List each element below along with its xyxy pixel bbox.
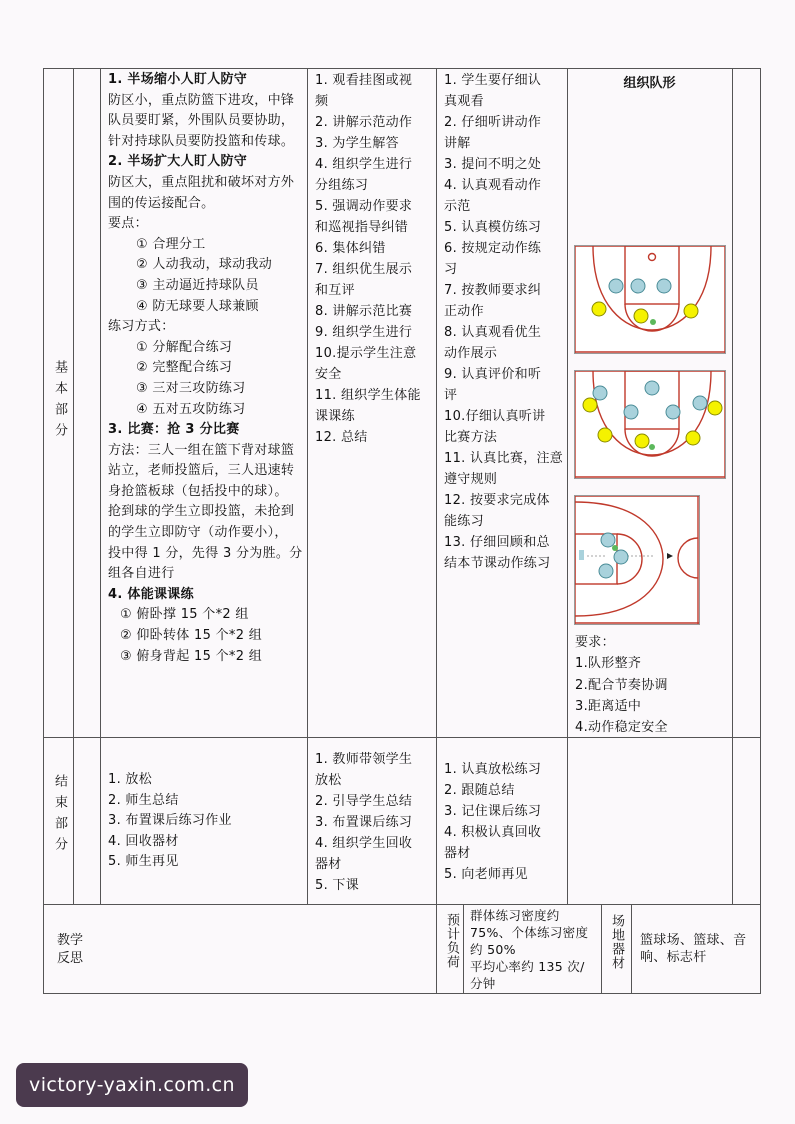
text-line: 4. 组织学生回收 <box>315 836 413 851</box>
text-line: ② 仰卧转体 15 个*2 组 <box>120 628 262 644</box>
text-line: 75%、个体练习密度 <box>470 925 589 940</box>
player-marker <box>598 428 612 442</box>
text-line: 示范 <box>444 199 471 214</box>
basic-student-activity <box>444 70 566 574</box>
text-line: 10.仔细认真听讲 <box>444 409 546 424</box>
text-line: 篮球场、篮球、音 <box>640 933 747 948</box>
load-text <box>470 907 600 992</box>
player-marker <box>634 309 648 323</box>
text-line: 9. 认真评价和听 <box>444 367 542 382</box>
formation-requirements <box>575 632 731 738</box>
text-line: 站立，老师投篮后，三人迅速转 <box>108 463 295 479</box>
text-line: 2.配合节奏协调 <box>575 677 668 693</box>
text-line: 分钟 <box>470 976 496 991</box>
text-line: 约 50% <box>470 942 516 957</box>
text-line: 6. 按规定动作练 <box>444 241 542 256</box>
end-student-activity <box>444 759 566 885</box>
text-line: 防区小，重点防篮下进攻，中锋 <box>108 92 295 108</box>
text-line: 身抢篮板球（包括投中的球）。 <box>108 483 288 499</box>
text-line: 平均心率约 135 次/ <box>470 959 585 974</box>
text-line: 3. 布置课后练习 <box>315 815 413 830</box>
player-marker <box>609 279 623 293</box>
text-line: 3. 布置课后练习作业 <box>108 813 232 829</box>
text-line: 3. 比赛：抢 3 分比赛 <box>108 422 240 438</box>
text-line: 2. 跟随总结 <box>444 783 515 798</box>
text-line: 1. 教师带领学生 <box>315 752 413 767</box>
text-line: ③ 俯身背起 15 个*2 组 <box>120 648 262 664</box>
text-line: ③ 三对三攻防练习 <box>136 380 246 396</box>
text-line: ④ 五对五攻防练习 <box>136 401 246 417</box>
text-line: 器材 <box>315 857 342 872</box>
section-label-reflection <box>55 932 91 968</box>
text-line: 3. 记住课后练习 <box>444 804 542 819</box>
text-line: 1. 放松 <box>108 772 153 787</box>
text-line: 4. 积极认真回收 <box>444 825 542 840</box>
basic-teacher-activity <box>315 70 435 448</box>
text-line: ① 分解配合练习 <box>136 339 233 355</box>
player-marker <box>593 386 607 400</box>
text-line: 正动作 <box>444 304 484 319</box>
text-line: 和巡视指导纠错 <box>315 220 409 235</box>
text-line: 的学生立即防守（动作要小）， <box>108 525 288 541</box>
text-line: 讲解 <box>444 136 471 151</box>
basic-content <box>108 70 304 667</box>
text-line: 要求： <box>575 635 615 650</box>
text-line: 频 <box>315 94 329 109</box>
player-marker <box>708 401 722 415</box>
text-line: 2. 半场扩大人盯人防守 <box>108 154 248 170</box>
text-line: 投中得 1 分，先得 3 分为胜。分 <box>108 545 303 561</box>
text-line: 5. 向老师再见 <box>444 867 528 882</box>
text-line: 8. 认真观看优生 <box>444 325 542 340</box>
text-line: ④ 防无球要人球兼顾 <box>136 298 259 314</box>
text-line: 9. 组织学生进行 <box>315 325 413 340</box>
load-label: 预计负荷 <box>444 913 459 969</box>
players-diagram-1 <box>575 246 725 353</box>
text-line: 2. 引导学生总结 <box>315 794 413 809</box>
text-line: 组各自进行 <box>108 566 175 582</box>
end-teacher-activity <box>315 749 435 896</box>
player-marker <box>657 279 671 293</box>
text-line: 13. 仔细回顾和总 <box>444 535 550 550</box>
text-line: 12. 按要求完成体 <box>444 493 550 508</box>
text-line: 10.提示学生注意 <box>315 346 417 361</box>
player-marker <box>635 434 649 448</box>
text-line: ② 人动我动，球动我动 <box>136 257 273 273</box>
section-label-reflection-text: 教学反思 <box>56 933 83 966</box>
text-line: 响、标志杆 <box>640 950 707 965</box>
text-line: 方法：三人一组在篮下背对球篮 <box>108 442 295 458</box>
venue-label: 场地器材 <box>609 914 624 970</box>
text-line: 动作展示 <box>444 346 498 361</box>
player-marker <box>624 405 638 419</box>
text-line: 群体练习密度约 <box>470 908 560 923</box>
text-line: 4. 回收器材 <box>108 833 179 849</box>
text-line: 1. 观看挂图或视 <box>315 73 413 88</box>
text-line: ① 合理分工 <box>136 236 206 252</box>
text-line: 3.距离适中 <box>575 698 642 714</box>
player-marker <box>684 304 698 318</box>
text-line: 1. 学生要仔细认 <box>444 73 542 88</box>
ball-marker <box>612 545 618 551</box>
text-line: 11. 认真比赛，注意 <box>444 451 564 466</box>
player-marker <box>645 381 659 395</box>
text-line: 课课练 <box>315 409 355 424</box>
player-marker <box>601 533 615 547</box>
text-line: 3. 提问不明之处 <box>444 157 542 172</box>
text-line: 2. 讲解示范动作 <box>315 115 413 130</box>
text-line: 8. 讲解示范比赛 <box>315 304 413 319</box>
section-label-basic-text: 基本部分 <box>52 360 67 444</box>
section-label-end-text: 结束部分 <box>52 774 67 858</box>
text-line: 针对持球队员要防投篮和传球。 <box>108 133 295 149</box>
text-line: ③ 主动逼近持球队员 <box>136 277 259 293</box>
text-line: 7. 按教师要求纠 <box>444 283 542 298</box>
end-content <box>108 770 304 873</box>
text-line: 12. 总结 <box>315 430 368 445</box>
text-line: 4. 认真观看动作 <box>444 178 542 193</box>
text-line: 2. 师生总结 <box>108 792 179 808</box>
formation-diagram-2 <box>574 370 726 479</box>
section-label-end <box>48 774 68 858</box>
text-line: 防区大，重点阻扰和破坏对方外 <box>108 174 295 190</box>
player-marker <box>666 405 680 419</box>
text-line: 比赛方法 <box>444 430 498 445</box>
player-marker <box>583 398 597 412</box>
text-line: 和互评 <box>315 283 355 298</box>
text-line: 评 <box>444 388 458 403</box>
text-line: 习 <box>444 262 458 277</box>
text-line: 5. 下课 <box>315 878 360 893</box>
text-line: ① 俯卧撑 15 个*2 组 <box>120 607 249 623</box>
player-marker <box>693 396 707 410</box>
text-line: 6. 集体纠错 <box>315 241 386 256</box>
text-line: 围的传运接配合。 <box>108 195 215 211</box>
text-line: 3. 为学生解答 <box>315 136 399 151</box>
formation-diagram-3 <box>574 495 700 625</box>
text-line: 真观看 <box>444 94 484 109</box>
text-line: 5. 师生再见 <box>108 854 179 870</box>
venue-text <box>640 932 758 966</box>
formation-diagram-1 <box>574 245 726 354</box>
text-line: 4.动作稳定安全 <box>575 720 668 736</box>
text-line: 遵守规则 <box>444 472 498 487</box>
text-line: 4. 组织学生进行 <box>315 157 413 172</box>
text-line: 7. 组织优生展示 <box>315 262 413 277</box>
text-line: 5. 强调动作要求 <box>315 199 413 214</box>
player-marker <box>614 550 628 564</box>
section-label-basic <box>48 360 68 444</box>
players-diagram-2 <box>575 371 725 478</box>
text-line: 4. 体能课课练 <box>108 586 194 602</box>
text-line: 要点： <box>108 216 148 232</box>
text-line: 抢到球的学生立即投篮，未抢到 <box>108 504 295 520</box>
text-line: 队员要盯紧，外围队员要协助， <box>108 113 295 129</box>
text-line: 放松 <box>315 773 342 788</box>
text-line: 1.队形整齐 <box>575 656 642 672</box>
text-line: 结本节课动作练习 <box>444 556 551 571</box>
ball-marker <box>650 319 656 325</box>
text-line: 1. 认真放松练习 <box>444 762 542 777</box>
player-marker <box>631 279 645 293</box>
player-marker <box>592 302 606 316</box>
text-line: 安全 <box>315 367 342 382</box>
text-line: 2. 仔细听讲动作 <box>444 115 542 130</box>
text-line: 分组练习 <box>315 178 369 193</box>
text-line: 能练习 <box>444 514 484 529</box>
text-line: 1. 半场缩小人盯人防守 <box>108 72 248 87</box>
players-diagram-3 <box>575 496 699 624</box>
text-line: 器材 <box>444 846 471 861</box>
text-line: 5. 认真模仿练习 <box>444 220 542 235</box>
player-marker <box>686 431 700 445</box>
player-marker <box>599 564 613 578</box>
formation-title: 组织队形 <box>623 76 676 91</box>
text-line: ② 完整配合练习 <box>136 360 233 376</box>
ball-marker <box>649 444 655 450</box>
text-line: 11. 组织学生体能 <box>315 388 421 403</box>
text-line: 练习方式： <box>108 319 175 335</box>
site-watermark: victory-yaxin.com.cn <box>16 1063 248 1107</box>
